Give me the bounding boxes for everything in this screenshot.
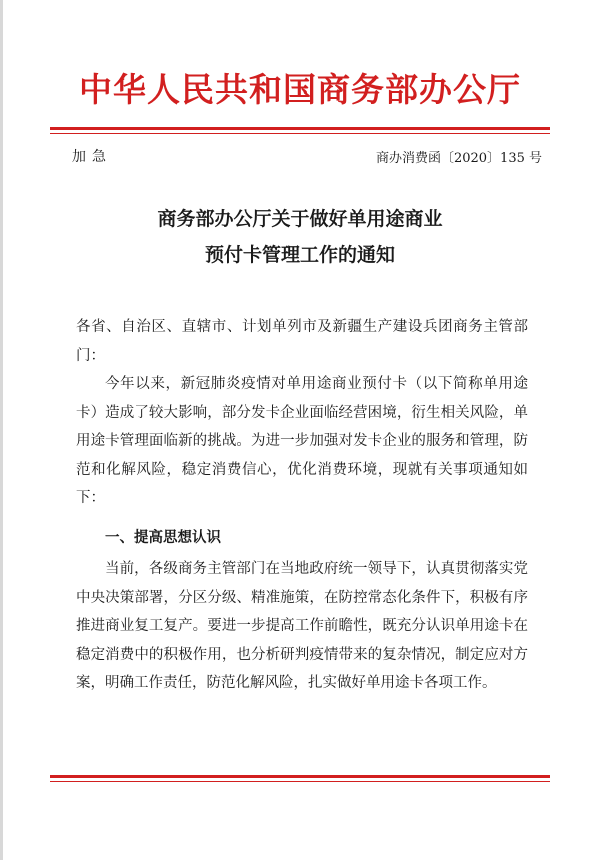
addressee-text: 各省、自治区、直辖市、计划单列市及新疆生产建设兵团商务主管部门： (76, 319, 528, 364)
letterhead-rule-thin (50, 133, 550, 134)
footer-rule-thick (50, 775, 550, 778)
document-title-line-2: 预付卡管理工作的通知 (204, 244, 395, 266)
document-title-line-1: 商务部办公厅关于做好单用途商业 (157, 208, 443, 230)
section-1-paragraph: 当前，各级商务主管部门在当地政府统一领导下，认真贯彻落实党中央决策部署，分区分级、精准施策，在防控常态化条件下，积极有序推进商业复工复产。要进一步提高工作前瞻性，既充分认识单用途卡在稳定消费中的积极作用，也分析研判疫情带来的复杂情况，制定应对方案，明确工作责任，防范化解风险，扎实做好单用途卡各项工作。 (76, 561, 528, 691)
letterhead-title: 中华人民共和国商务部办公厅 (79, 70, 521, 109)
addressee-block (76, 313, 528, 370)
section-heading-1: 一、提高思想认识 (105, 530, 221, 546)
footer-rule-thin (50, 781, 550, 782)
page-edge (0, 0, 3, 860)
section-1-paragraph-block (76, 555, 528, 698)
intro-paragraph: 今年以来，新冠肺炎疫情对单用途商业预付卡（以下简称单用途卡）造成了较大影响，部分发卡企业面临经营困境，衍生相关风险，单用途卡管理面临新的挑战。为进一步加强对发卡企业的服务和管理，防范和化解风险，稳定消费信心，优化消费环境，现就有关事项通知如下： (76, 376, 528, 506)
intro-paragraph-block (76, 370, 528, 513)
letterhead-rule-thick (50, 127, 550, 130)
urgency-label: 加急 (72, 149, 112, 165)
document-number: 商办消费函〔2020〕135 号 (375, 151, 542, 166)
